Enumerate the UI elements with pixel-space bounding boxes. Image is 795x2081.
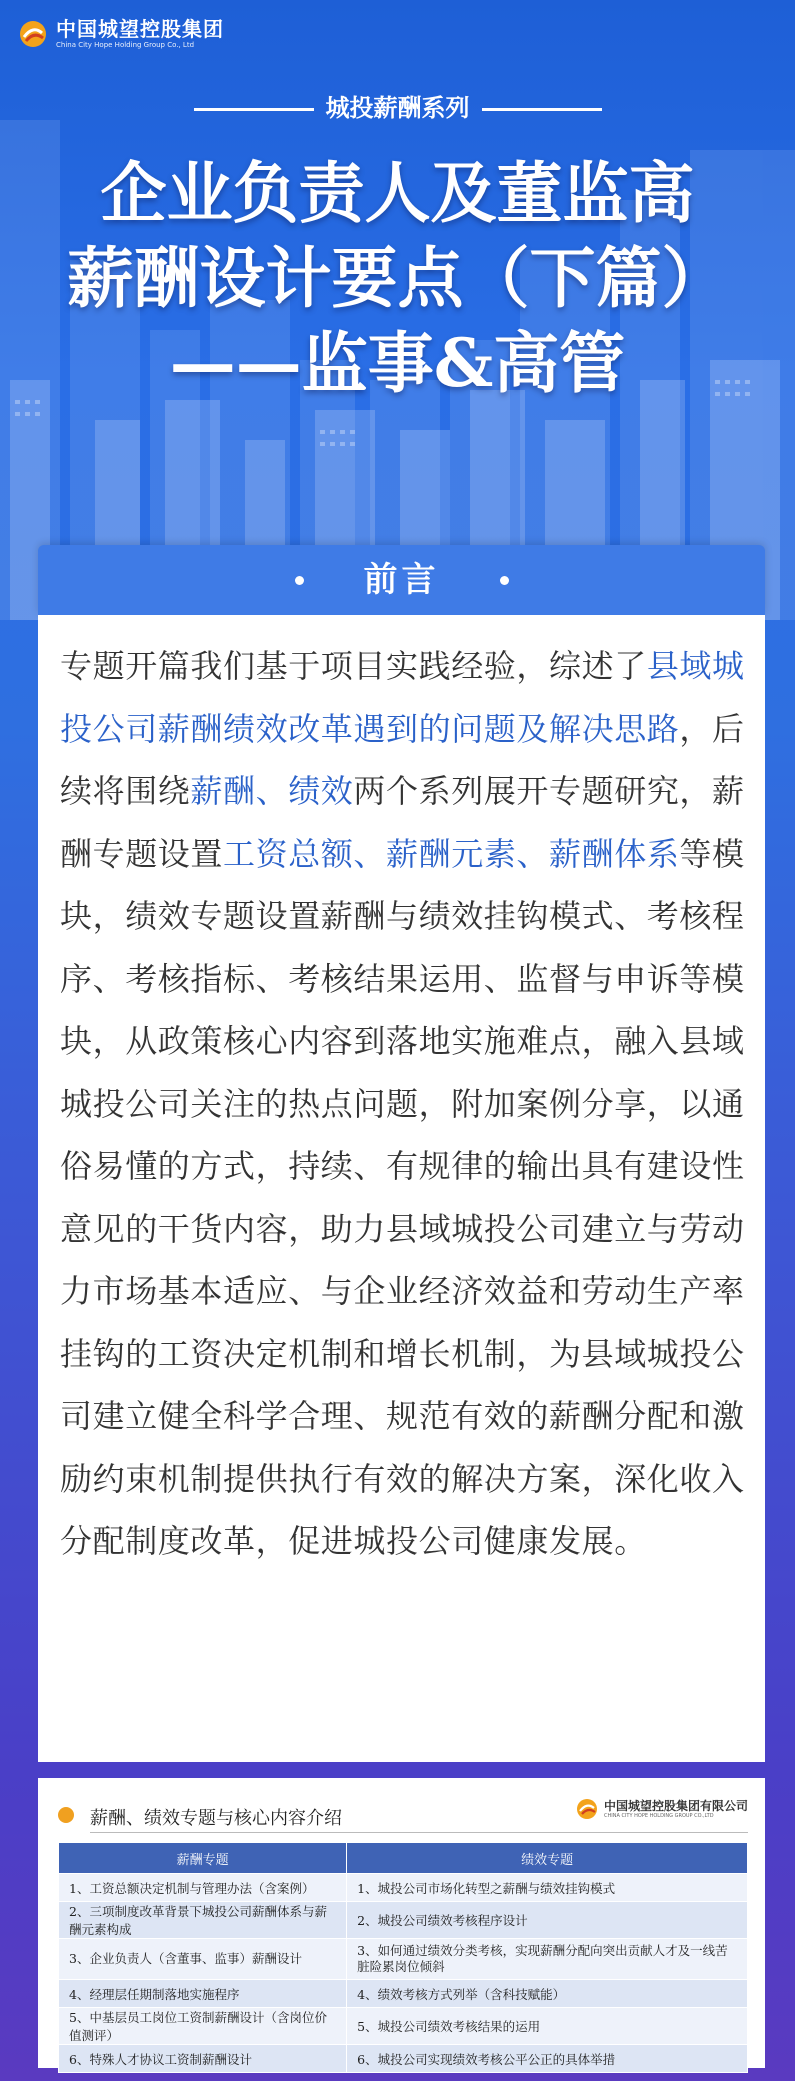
company-logo-icon (576, 1798, 598, 1820)
preface-text-segment: 等模块，绩效专题设置薪酬与绩效挂钩模式、考核程序、考核指标、考核结果运用、监督与申诉等模块，从政策核心内容到落地实施难点，融入县域城投公司关注的热点问题，附加案例分享，以通俗易懂的方式，持续、有规律的输出具有建设性意见的干货内容，助力县域城投公司建立与劳动力市场基本适应、与企业经济效益和劳动生产率挂钩的工资决定机制和增长机制，为县域城投公司建立健全科学合理、规范有效的薪酬分配和激励约束机制提供执行有效的解决方案，深化收入分配制度改革，促进城投公司健康发展。 (60, 834, 745, 1560)
brand-name-en: China City Hope Holding Group Co., Ltd (56, 41, 195, 49)
preface-text-segment: 专题开篇我们基于项目实践经验，综述了 (60, 647, 647, 685)
table-row (59, 2045, 748, 2073)
title-line-1: 企业负责人及董监高 (100, 154, 695, 232)
preface-text-segment: ，后续将围绕 (60, 709, 745, 810)
company-name-en: CHINA CITY HOPE HOLDING GROUP CO.,LTD (603, 1813, 714, 1819)
table-cell: 6、城投公司实现绩效考核公平公正的具体举措 (347, 2045, 748, 2073)
column-header-salary: 薪酬专题 (59, 1843, 347, 1874)
bullet-dot-right (500, 576, 509, 585)
table-cell: 5、中基层员工岗位工资制薪酬设计（含岗位价值测评） (59, 2008, 347, 2045)
table-cell: 1、城投公司市场化转型之薪酬与绩效挂钩模式 (347, 1874, 748, 1902)
table-cell: 4、绩效考核方式列举（含科技赋能） (347, 1980, 748, 2008)
table-cell: 1、工资总额决定机制与管理办法（含案例） (59, 1874, 347, 1902)
series-left-rule (194, 108, 314, 111)
table-row (59, 2008, 748, 2045)
brand-logo (18, 18, 224, 50)
series-label (0, 88, 795, 123)
preface-highlight: 工资总额、薪酬元素、薪酬体系 (223, 834, 680, 873)
table-row (59, 1980, 748, 2008)
table-cell: 4、经理层任期制落地实施程序 (59, 1980, 347, 2008)
preface-header (38, 545, 765, 615)
table-cell: 5、城投公司绩效考核结果的运用 (347, 2008, 748, 2045)
brand-name-cn: 中国城望控股集团 (56, 17, 224, 41)
title-line-2: 薪酬设计要点（下篇） (67, 239, 728, 317)
preface-text-segment: 两个系列展开专题研究，薪酬专题设置 (60, 772, 745, 873)
topic-table-title: 薪酬、绩效专题与核心内容介绍 (90, 1808, 342, 1829)
table-cell: 3、企业负责人（含董事、监事）薪酬设计 (59, 1939, 347, 1980)
table-row (59, 1874, 748, 1902)
table-cell: 2、三项制度改革背景下城投公司薪酬体系与薪酬元素构成 (59, 1902, 347, 1939)
series-text: 城投薪酬系列 (325, 94, 470, 122)
table-cell: 2、城投公司绩效考核程序设计 (347, 1902, 748, 1939)
table-row (59, 1939, 748, 1980)
company-logo (576, 1798, 748, 1820)
series-right-rule (482, 108, 602, 111)
preface-paragraph (60, 635, 750, 1573)
bullet-dot-left (295, 576, 304, 585)
topic-table (58, 1842, 748, 2073)
topic-table-header (58, 1790, 748, 1830)
table-row (59, 1902, 748, 1939)
company-name-cn: 中国城望控股集团有限公司 (603, 1799, 748, 1813)
title-line-3: ——监事&高管 (169, 324, 626, 402)
preface-card (38, 615, 765, 1762)
brand-logo-icon (18, 19, 48, 49)
table-cell: 6、特殊人才协议工资制薪酬设计 (59, 2045, 347, 2073)
orange-dot-icon (58, 1807, 74, 1823)
preface-label: 前言 (363, 560, 440, 600)
table-cell: 3、如何通过绩效分类考核，实现薪酬分配向突出贡献人才及一线苦脏险累岗位倾斜 (347, 1939, 748, 1980)
column-header-performance: 绩效专题 (347, 1843, 748, 1874)
topic-table-card (38, 1778, 765, 2068)
preface-highlight: 薪酬、绩效 (190, 772, 354, 810)
preface-highlight: 县域城投公司薪酬绩效改革遇到的问题及解决思路 (60, 647, 745, 748)
header-divider (90, 1832, 748, 1833)
